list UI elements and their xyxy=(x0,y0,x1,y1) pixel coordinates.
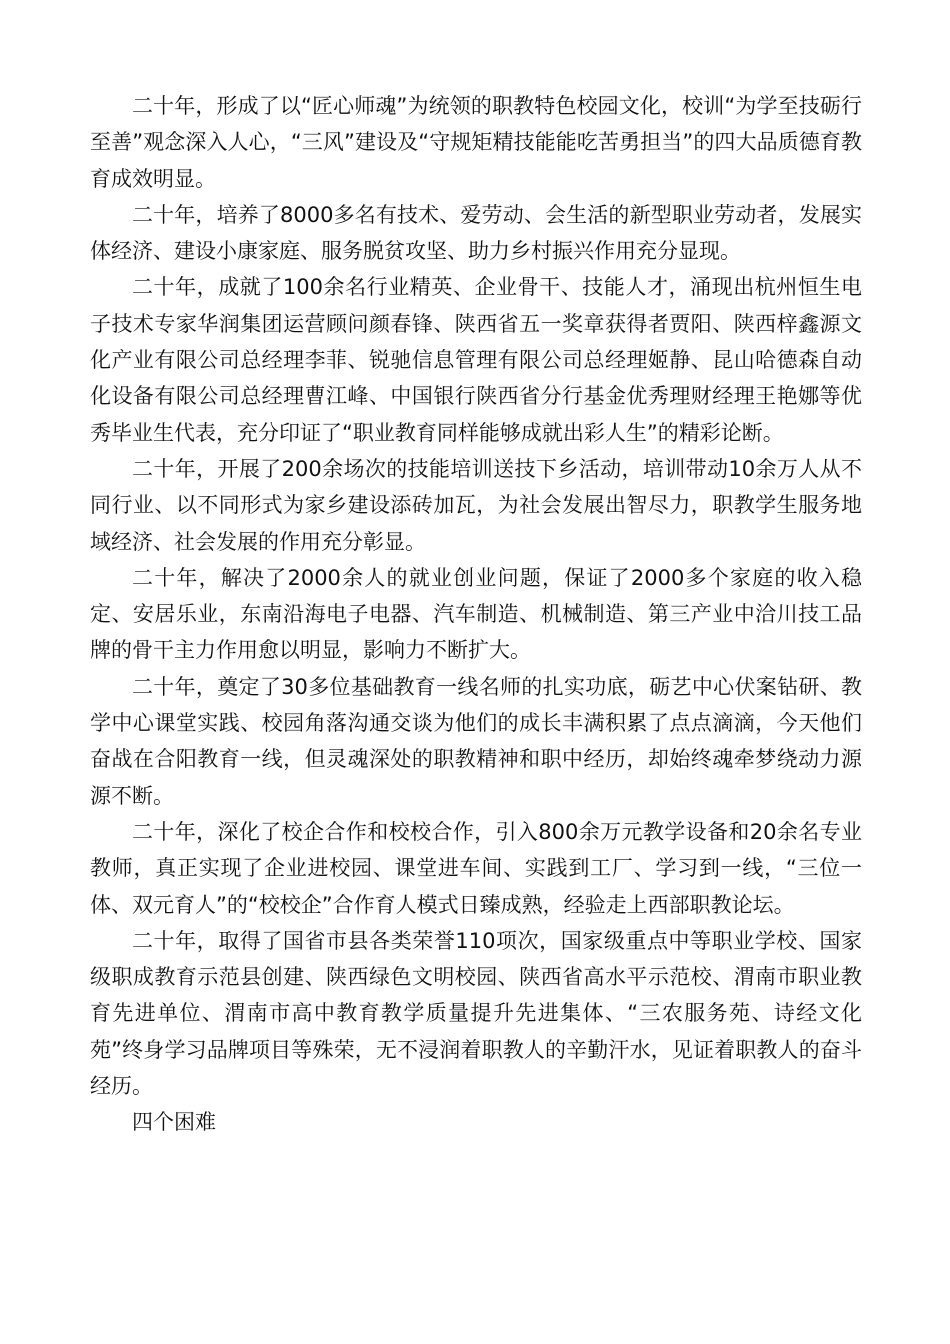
paragraph-alumni: 二十年，成就了100余名行业精英、企业骨干、技能人才，涌现出杭州恒生电子技术专家华润集团运营顾问颜春锋、陕西省五一奖章获得者贾阳、陕西梓鑫源文化产业有限公司总经理李菲、锐驰信息管理有限公司总经理姬静、昆山哈德森自动化设备有限公司总经理曹江峰、中国银行陕西省分行基金优秀理财经理王艳娜等优秀毕业生代表，充分印证了“职业教育同样能够成就出彩人生”的精彩论断。 xyxy=(90,275,862,445)
section-heading-difficulties: 四个困难 xyxy=(132,1110,216,1135)
paragraph-employment: 二十年，解决了2000余人的就业创业问题，保证了2000多个家庭的收入稳定、安居乐业，东南沿海电子电器、汽车制造、机械制造、第三产业中洽川技工品牌的骨干主力作用愈以明显，影响力不断扩大。 xyxy=(90,565,862,663)
paragraph-honors: 二十年，取得了国省市县各类荣誉110项次，国家级重点中等职业学校、国家级职成教育示范县创建、陕西绿色文明校园、陕西省高水平示范校、渭南市职业教育先进单位、渭南市高中教育教学质量提升先进集体、“三农服务苑、诗经文化苑”终身学习品牌项目等殊荣，无不浸润着职教人的辛勤汗水，见证着职教人的奋斗经历。 xyxy=(90,928,862,1099)
paragraph-workers: 二十年，培养了8000多名有技术、爱劳动、会生活的新型职业劳动者，发展实体经济、建设小康家庭、服务脱贫攻坚、助力乡村振兴作用充分显现。 xyxy=(90,202,862,264)
paragraph-culture: 二十年，形成了以“匠心师魂”为统领的职教特色校园文化，校训“为学至技砺行至善”观念深入人心，“三风”建设及“守规矩精技能能吃苦勇担当”的四大品质德育教育成效明显。 xyxy=(90,94,862,191)
paragraph-training: 二十年，开展了200余场次的技能培训送技下乡活动，培训带动10余万人从不同行业、以不同形式为家乡建设添砖加瓦，为社会发展出智尽力，职教学生服务地域经济、社会发展的作用充分彰显。 xyxy=(90,456,862,554)
document-body xyxy=(90,88,862,1141)
paragraph-cooperation: 二十年，深化了校企合作和校校合作，引入800余万元教学设备和20余名专业教师，真正实现了企业进校园、课堂进车间、实践到工厂、学习到一线，“三位一体、双元育人”的“校校企”合作育人模式日臻成熟，经验走上西部职教论坛。 xyxy=(90,819,862,917)
paragraph-teachers: 二十年，奠定了30多位基础教育一线名师的扎实功底，砺艺中心伏案钻研、教学中心课堂实践、校园角落沟通交谈为他们的成长丰满积累了点点滴滴，今天他们奋战在合阳教育一线，但灵魂深处的职教精神和职中经历，却始终魂牵梦绕动力源源不断。 xyxy=(90,674,862,808)
